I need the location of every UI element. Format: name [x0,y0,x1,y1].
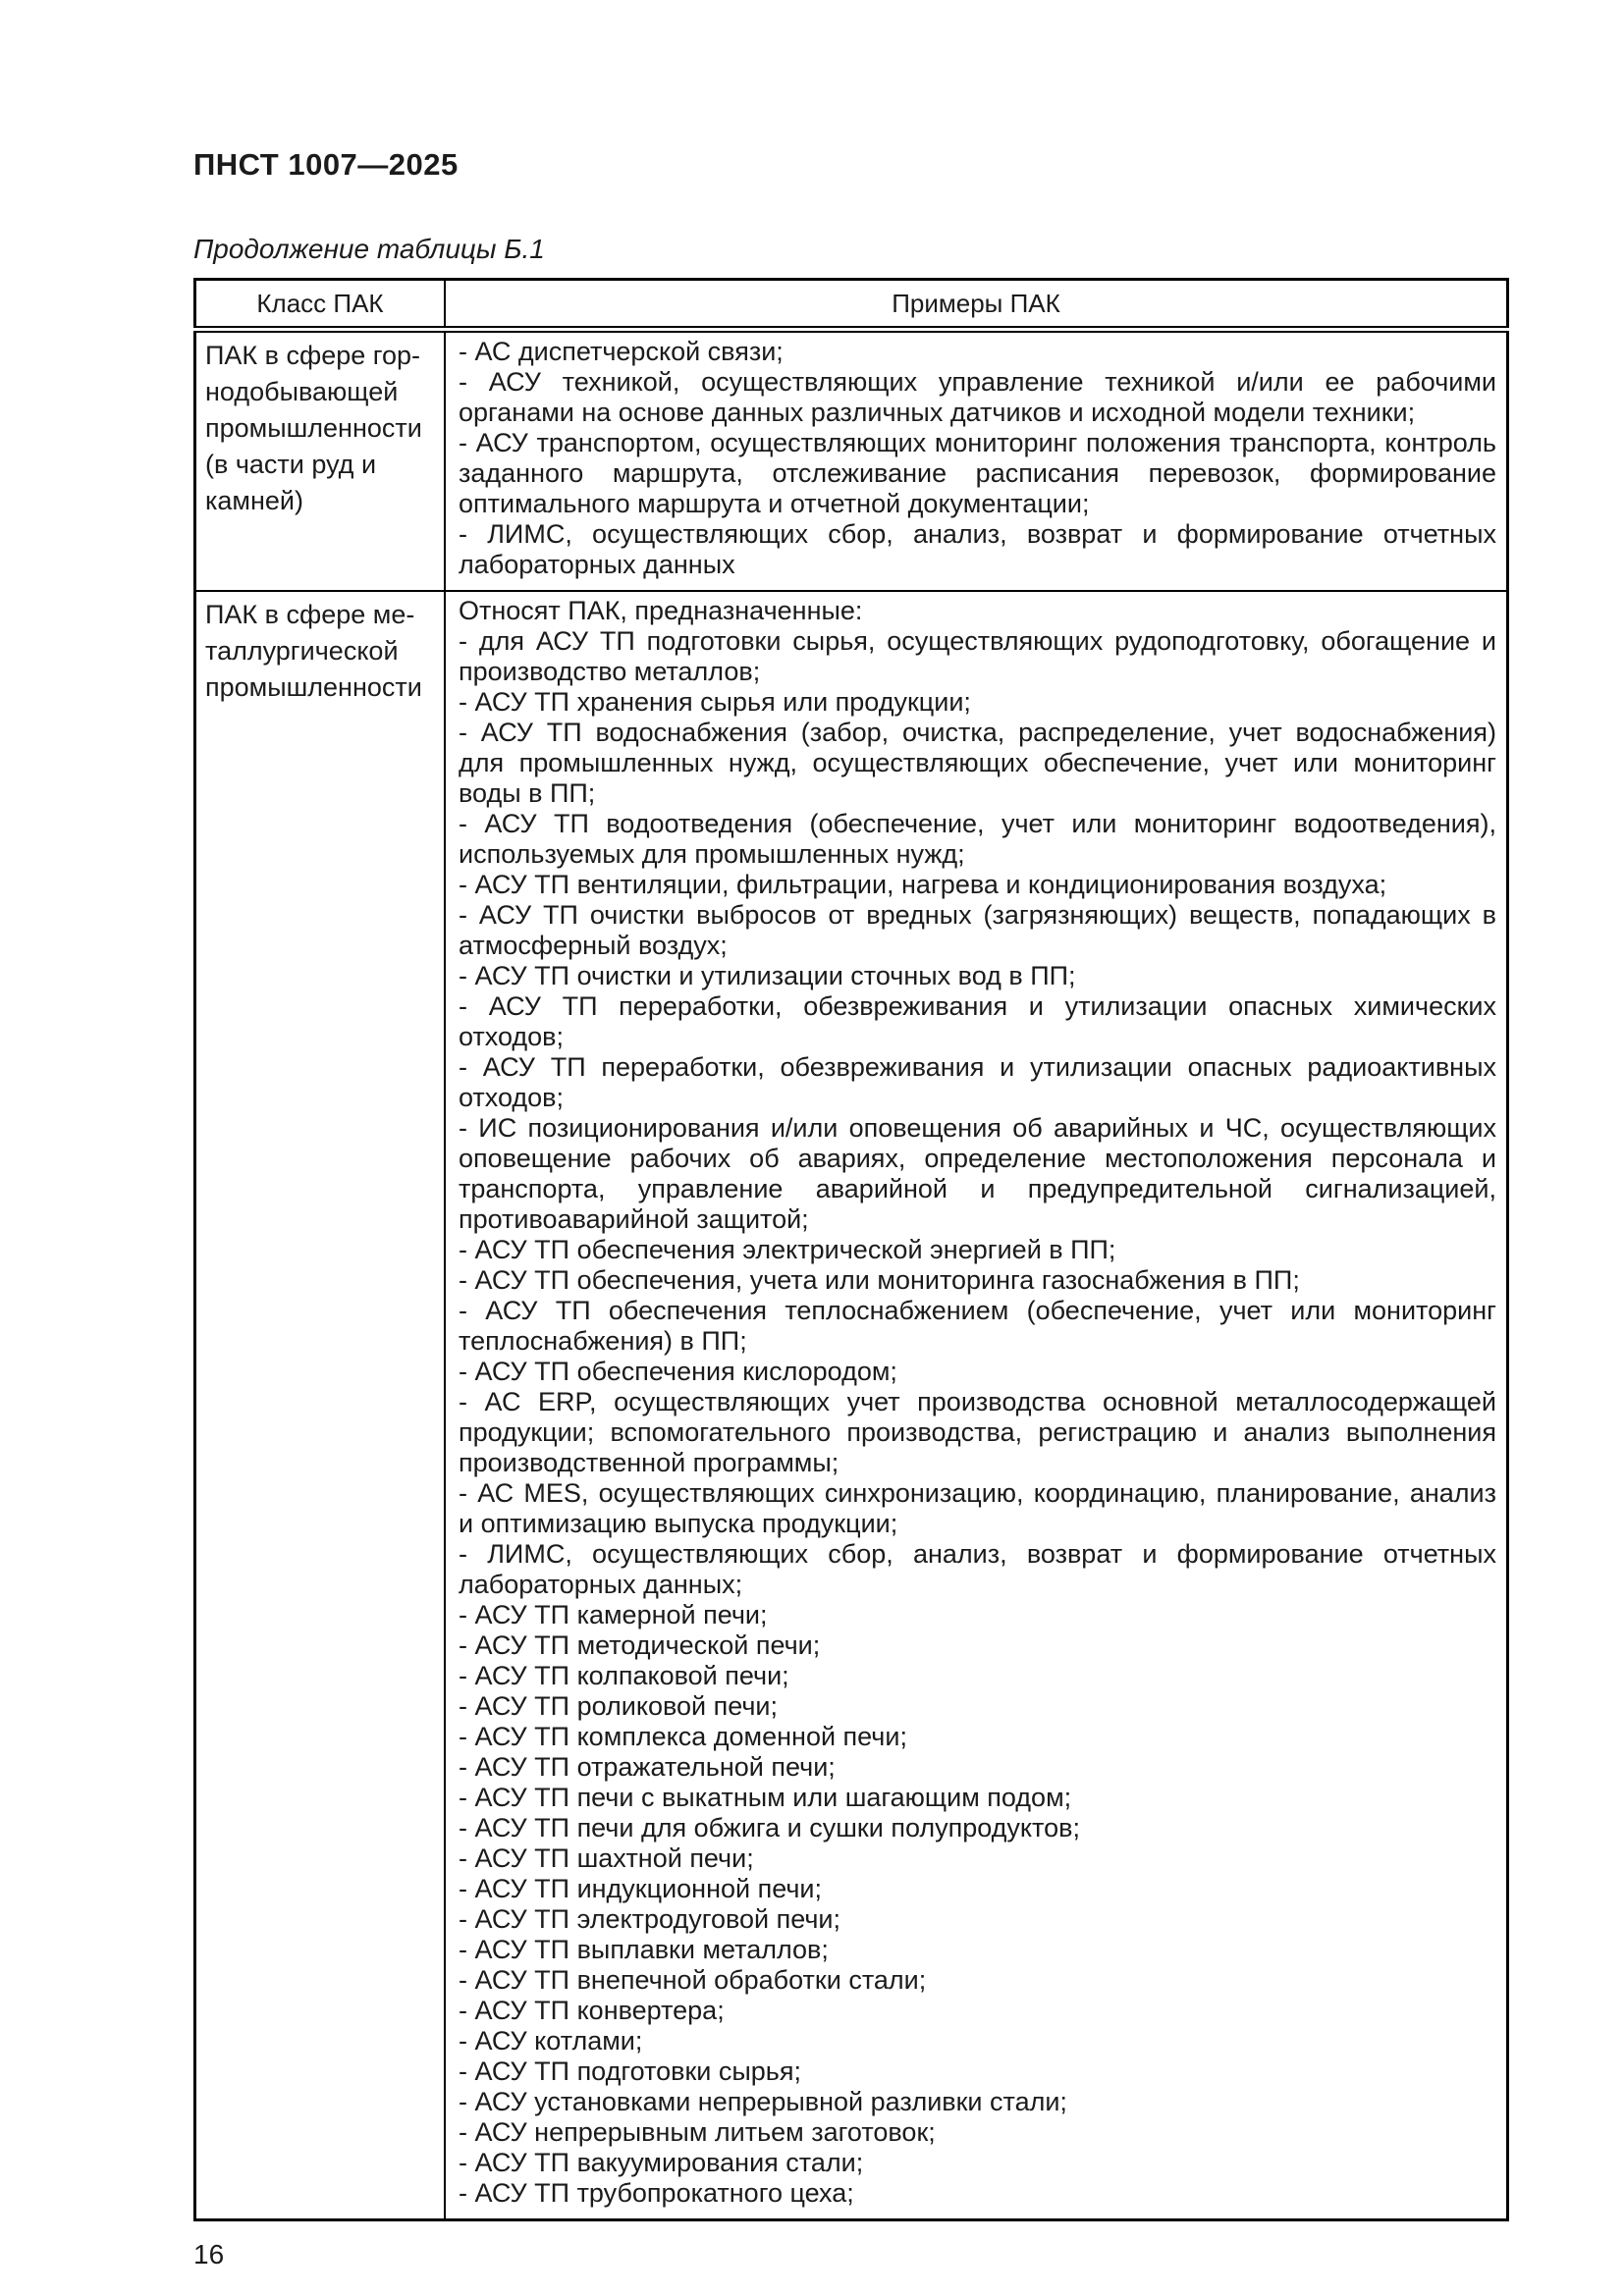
class-cell-metallurgy: ПАК в сфере металлургической промышленности [195,591,446,2220]
table-row-mining [195,330,1508,592]
example-item: - АСУ ТП трубопрокатного цеха; [459,2178,854,2208]
example-item: - АСУ ТП подготовки сырья; [459,2056,801,2086]
example-item: - АСУ ТП хранения сырья или продукции; [459,687,971,717]
example-item: - АСУ техникой, осуществляющих управление техникой и/или ее рабочими органами на основе данных различных датчиков и исходной модели техники; [459,367,1496,427]
example-item: - АСУ ТП отражательной печи; [459,1752,836,1782]
example-item: - АСУ ТП внепечной обработки стали; [459,1965,927,1995]
example-item: - АСУ котлами; [459,2026,643,2056]
example-item: - АСУ ТП методической печи; [459,1630,821,1660]
example-item: - АСУ ТП переработки, обезвреживания и утилизации опасных радиоактивных отходов; [459,1052,1496,1112]
example-item: - АСУ ТП вакуумирования стали; [459,2148,864,2177]
example-item: - АСУ ТП электродуговой печи; [459,1904,840,1934]
example-item: - АСУ ТП индукционной печи; [459,1874,822,1903]
example-item: - АСУ ТП водоснабжения (забор, очистка, распределение, учет водоснабжения) для промышленных нужд, осуществляющих обеспечение, учет или мониторинг воды в ПП; [459,718,1496,808]
example-item: - АСУ ТП обеспечения электрической энергией в ПП; [459,1235,1116,1264]
example-item: - АС MES, осуществляющих синхронизацию, координацию, планирование, анализ и оптимизацию выпуска продукции; [459,1478,1496,1538]
example-item: - АСУ непрерывным литьем заготовок; [459,2117,936,2147]
column-header-examples: Примеры ПАК [445,280,1508,330]
example-item: - АСУ ТП выплавки металлов; [459,1935,829,1964]
example-item: - АСУ транспортом, осуществляющих мониторинг положения транспорта, контроль заданного маршрута, отслеживание расписания перевозок, формирование оптимального маршрута и отчетной документации; [459,428,1496,518]
example-item: - АСУ ТП колпаковой печи; [459,1661,789,1690]
example-item: - АСУ ТП переработки, обезвреживания и утилизации опасных химических отходов; [459,991,1496,1051]
example-item: - АСУ ТП водоотведения (обеспечение, учет или мониторинг водоотведения), используемых для промышленных нужд; [459,809,1496,869]
example-item: - АСУ ТП очистки и утилизации сточных вод в ПП; [459,961,1076,990]
example-item: - АСУ ТП конвертера; [459,1996,725,2025]
table-header-row [195,280,1508,330]
example-item: - АСУ ТП комплекса доменной печи; [459,1722,907,1751]
example-item: - АСУ установками непрерывной разливки стали; [459,2087,1067,2116]
pak-examples-table [193,278,1509,2221]
example-item: - АСУ ТП печи для обжига и сушки полупродуктов; [459,1813,1080,1842]
example-item: Относят ПАК, предназначенные: [459,596,863,625]
example-item: - АСУ ТП камерной печи; [459,1600,768,1629]
class-cell-mining: ПАК в сфере горнодобывающей промышленности (в части руд и камней) [195,330,446,592]
examples-cell-mining [445,330,1508,592]
example-item: - АС диспетчерской связи; [459,337,784,366]
example-item: - АСУ ТП роликовой печи; [459,1691,779,1721]
table-caption: Продолжение таблицы Б.1 [193,234,545,264]
column-header-class: Класс ПАК [195,280,446,330]
table-row-metallurgy [195,591,1508,2220]
example-item: - АСУ ТП печи с выкатным или шагающим подом; [459,1783,1072,1812]
example-item: - АСУ ТП обеспечения, учета или мониторинга газоснабжения в ПП; [459,1265,1300,1295]
example-item: - АСУ ТП вентиляции, фильтрации, нагрева и кондиционирования воздуха; [459,870,1387,899]
example-item: - АСУ ТП шахтной печи; [459,1843,754,1873]
example-item: - АСУ ТП очистки выбросов от вредных (загрязняющих) веществ, попадающих в атмосферный воздух; [459,900,1496,960]
example-item: - АСУ ТП обеспечения кислородом; [459,1357,897,1386]
example-item: - ИС позиционирования и/или оповещения об аварийных и ЧС, осуществляющих оповещение рабочих об авариях, определение местоположения персонала и транспорта, управление аварийной и предупредительной сигнализацией, противоаварийной защитой; [459,1113,1496,1234]
page-number: 16 [193,2239,225,2269]
example-item: - АС ERP, осуществляющих учет производства основной металлосодержащей продукции; вспомогательного производства, регистрацию и анализ выполнения производственной программы; [459,1387,1496,1477]
examples-cell-metallurgy [445,591,1508,2220]
example-item: - ЛИМС, осуществляющих сбор, анализ, возврат и формирование отчетных лабораторных данных; [459,1539,1496,1599]
standard-code: ПНСТ 1007—2025 [193,147,459,182]
example-item: - для АСУ ТП подготовки сырья, осуществляющих рудоподготовку, обогащение и производство металлов; [459,626,1496,686]
example-item: - ЛИМС, осуществляющих сбор, анализ, возврат и формирование отчетных лабораторных данных [459,519,1496,579]
example-item: - АСУ ТП обеспечения теплоснабжением (обеспечение, учет или мониторинг теплоснабжения) в ПП; [459,1296,1496,1356]
